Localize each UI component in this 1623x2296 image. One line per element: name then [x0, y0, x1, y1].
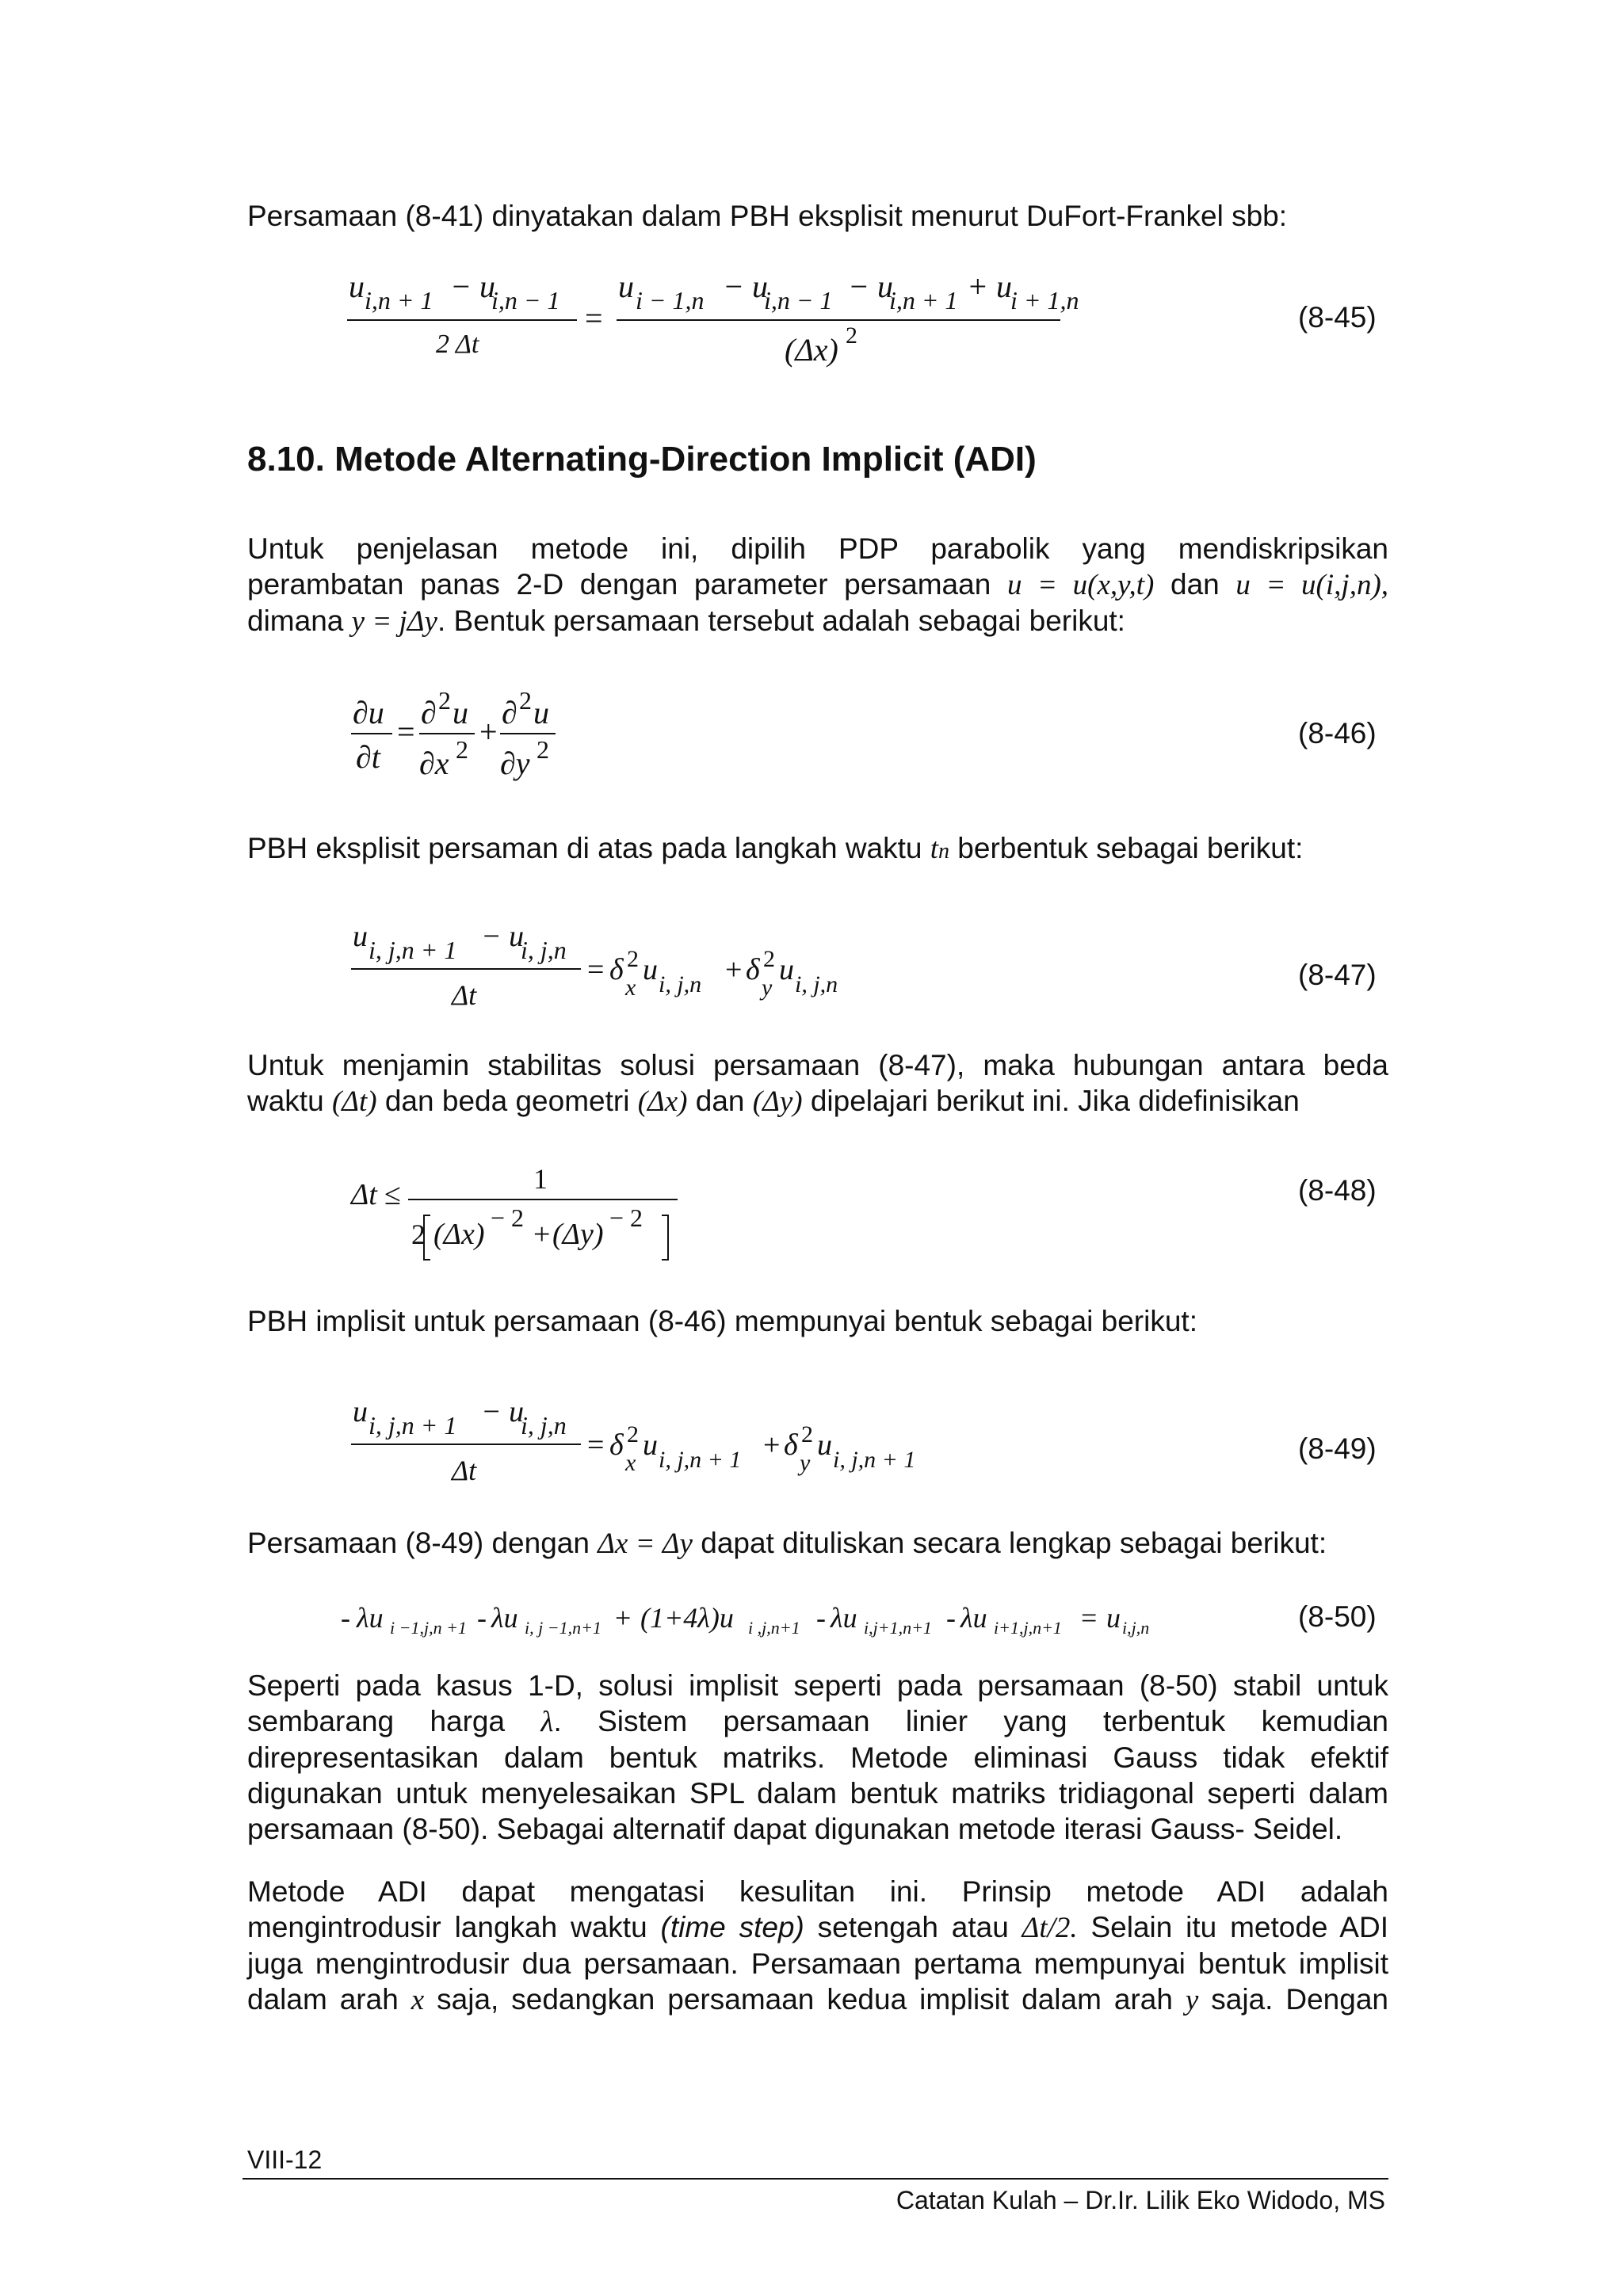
equation-8-48: [345, 1157, 709, 1268]
paragraph-complete-form: [247, 1525, 1388, 1562]
paragraph-line: [247, 603, 1388, 639]
svg-text:i+1,j,n+1: i+1,j,n+1: [994, 1618, 1062, 1638]
text-run: saja. Dengan: [1198, 1983, 1388, 2016]
svg-text:=: =: [587, 953, 605, 986]
svg-text:Δt: Δt: [452, 1455, 477, 1486]
svg-text:+: +: [763, 1428, 781, 1462]
intro-text: Persamaan (8-41) dinyatakan dalam PBH eksplisit menurut DuFort-Frankel sbb:: [247, 200, 1288, 232]
svg-text:i, j,n + 1: i, j,n + 1: [369, 936, 457, 964]
svg-text:i,n − 1: i,n − 1: [764, 286, 833, 315]
svg-text:+: +: [725, 953, 743, 986]
footer-divider: [242, 2178, 1388, 2180]
svg-text:− u: − u: [481, 920, 525, 953]
svg-text:1: 1: [533, 1163, 548, 1195]
svg-text:∂u: ∂u: [353, 695, 384, 730]
svg-text:i,n + 1: i,n + 1: [365, 286, 433, 315]
svg-text:u: u: [643, 1428, 658, 1462]
paragraph-line: Metode ADI dapat mengatasi kesulitan ini. Prinsip metode ADI adalah: [247, 1875, 1388, 1908]
math-inline: u = u(i,j,n),: [1235, 569, 1389, 601]
text-run: . Sistem persamaan linier yang terbentuk kemudian: [553, 1705, 1388, 1737]
paragraph-intro-adi: [247, 531, 1388, 639]
text-run: berbentuk sebagai berikut:: [949, 832, 1304, 864]
svg-text:λu: λu: [357, 1602, 384, 1634]
svg-text:2 Δt: 2 Δt: [436, 330, 479, 359]
svg-text:=: =: [587, 1428, 605, 1462]
svg-text:i, j,n: i, j,n: [659, 971, 702, 997]
math-inline: Δt/2.: [1022, 1912, 1078, 1944]
svg-text:− u: − u: [450, 269, 495, 304]
paragraph-adi-principle: [247, 1874, 1388, 2018]
svg-text:u: u: [353, 920, 368, 953]
svg-text:− u: − u: [481, 1395, 525, 1428]
svg-text:≤: ≤: [384, 1178, 401, 1211]
text-run: setengah atau: [804, 1911, 1022, 1943]
equation-number-8-45: (8-45): [1298, 301, 1377, 334]
svg-text:λu: λu: [831, 1602, 857, 1634]
math-inline: λ: [540, 1706, 554, 1738]
text-run: saja, sedangkan persamaan kedua implisit dalam arah: [424, 1983, 1186, 2016]
text-run: dan: [1154, 568, 1236, 601]
equation-number-8-46: (8-46): [1298, 717, 1377, 749]
text-run: dan beda geometri: [376, 1085, 638, 1117]
svg-text:u: u: [1106, 1602, 1121, 1634]
paragraph-line: persamaan (8-50). Sebagai alternatif dapat digunakan metode iterasi Gauss- Seidel.: [247, 1813, 1343, 1845]
text-run: waktu: [247, 1085, 332, 1117]
svg-text:x: x: [625, 1450, 636, 1476]
paragraph-line: Untuk menjamin stabilitas solusi persamaan (8-47), maka hubungan antara beda: [247, 1049, 1388, 1081]
svg-text:+: +: [533, 1218, 551, 1251]
paragraph-line: digunakan untuk menyelesaikan SPL dalam bentuk matriks tridiagonal seperti dalam: [247, 1777, 1388, 1810]
svg-text:δ: δ: [784, 1428, 798, 1462]
svg-text:u: u: [533, 695, 549, 730]
svg-text:u: u: [349, 269, 365, 304]
equation-8-47: [345, 919, 899, 1022]
text-run: dapat dituliskan secara lengkap sebagai berikut:: [692, 1527, 1327, 1559]
text-run: dimana: [247, 605, 352, 637]
equation-8-45: [341, 265, 1079, 376]
svg-text:2: 2: [801, 1421, 813, 1447]
svg-text:i, j −1,n+1: i, j −1,n+1: [525, 1618, 601, 1638]
svg-text:∂x: ∂x: [419, 746, 449, 781]
paragraph-line: [247, 1083, 1388, 1119]
paragraph-stability: [247, 1047, 1388, 1119]
svg-text:2: 2: [627, 946, 639, 972]
svg-text:∂y: ∂y: [500, 746, 530, 781]
text-run: perambatan panas 2-D dengan parameter persamaan: [247, 568, 1007, 601]
svg-text:− u: − u: [723, 269, 768, 304]
svg-text:2: 2: [627, 1421, 639, 1447]
svg-text:i ,j,n+1: i ,j,n+1: [748, 1618, 800, 1638]
math-inline: Δx = Δy: [598, 1527, 693, 1560]
svg-text:i,j+1,n+1: i,j+1,n+1: [864, 1618, 932, 1638]
equation-number-8-50: (8-50): [1298, 1600, 1377, 1633]
math-subscript: n: [938, 839, 950, 864]
svg-text:+ u: + u: [967, 269, 1012, 304]
svg-text:i,n − 1: i,n − 1: [491, 286, 560, 315]
paragraph-line: juga mengintrodusir dua persamaan. Persamaan pertama mempunyai bentuk implisit: [247, 1947, 1388, 1980]
math-inline: (Δx): [637, 1085, 688, 1118]
svg-text:u: u: [817, 1428, 832, 1462]
math-inline: (Δt): [331, 1085, 377, 1118]
svg-text:-: -: [477, 1602, 487, 1634]
svg-text:∂t: ∂t: [356, 739, 380, 775]
svg-text:-: -: [816, 1602, 826, 1634]
math-inline: y: [1185, 1984, 1199, 2016]
text-run: mengintrodusir langkah waktu: [247, 1911, 661, 1943]
svg-text:i,n + 1: i,n + 1: [889, 286, 958, 315]
svg-text:x: x: [625, 974, 636, 1001]
svg-text:(Δx): (Δx): [785, 332, 838, 368]
svg-text:-: -: [946, 1602, 956, 1634]
page-number: VIII-12: [247, 2145, 323, 2174]
equation-number-8-48: (8-48): [1298, 1174, 1377, 1207]
svg-text:y: y: [800, 1450, 811, 1476]
svg-text:2: 2: [846, 322, 857, 349]
footer-credit: Catatan Kulah – Dr.Ir. Lilik Eko Widodo, MS: [896, 2186, 1385, 2214]
svg-text:i, j,n + 1: i, j,n + 1: [659, 1447, 742, 1473]
svg-text:δ: δ: [609, 1428, 624, 1462]
svg-text:∂: ∂: [502, 695, 517, 730]
svg-text:u: u: [618, 269, 634, 304]
paragraph-line: Seperti pada kasus 1-D, solusi implisit seperti pada persamaan (8-50) stabil untuk: [247, 1669, 1388, 1702]
equation-number-8-49: (8-49): [1298, 1432, 1377, 1465]
svg-text:=: =: [1081, 1602, 1098, 1634]
text-run: Selain itu metode ADI: [1077, 1911, 1388, 1943]
svg-text:2: 2: [519, 686, 532, 715]
svg-text:i, j,n: i, j,n: [521, 1411, 567, 1440]
svg-text:u: u: [353, 1395, 368, 1428]
svg-text:− 2: − 2: [609, 1203, 643, 1232]
svg-text:− 2: − 2: [491, 1203, 525, 1232]
svg-text:i, j,n: i, j,n: [521, 936, 567, 964]
math-inline: u = u(x,y,t): [1006, 569, 1155, 601]
svg-text:2: 2: [411, 1219, 426, 1250]
svg-text:i − 1,n: i − 1,n: [636, 286, 705, 315]
svg-text:(1+4λ)u: (1+4λ)u: [640, 1602, 734, 1634]
math-inline: y = jΔy: [351, 605, 437, 638]
svg-text:δ: δ: [609, 953, 624, 986]
paragraph-explicit: [247, 830, 1388, 869]
svg-text:+: +: [615, 1602, 632, 1634]
paragraph-line: [247, 566, 1388, 603]
svg-text:(Δx): (Δx): [433, 1218, 485, 1251]
svg-text:2: 2: [763, 946, 775, 972]
svg-text:Δt: Δt: [351, 1178, 377, 1211]
svg-text:y: y: [762, 974, 773, 1001]
svg-text:(Δy): (Δy): [552, 1218, 604, 1251]
text-run: dalam arah: [247, 1983, 411, 2016]
svg-text:u: u: [779, 953, 794, 986]
svg-text:2: 2: [438, 686, 451, 715]
equation-8-49: [345, 1394, 947, 1497]
text-run: dan: [687, 1085, 753, 1117]
math-inline: t: [930, 833, 939, 865]
svg-text:− u: − u: [848, 269, 893, 304]
svg-text:Δt: Δt: [452, 979, 477, 1011]
svg-text:i + 1,n: i + 1,n: [1010, 286, 1079, 315]
text-run: . Bentuk persamaan tersebut adalah sebagai berikut:: [437, 605, 1125, 637]
svg-text:i −1,j,n +1: i −1,j,n +1: [390, 1618, 467, 1638]
svg-text:2: 2: [537, 735, 549, 764]
svg-text:δ: δ: [746, 953, 760, 986]
svg-text:u: u: [643, 953, 658, 986]
svg-text:i, j,n + 1: i, j,n + 1: [369, 1411, 457, 1440]
text-run: sembarang harga: [247, 1705, 541, 1737]
svg-text:u: u: [453, 695, 468, 730]
section-heading: 8.10. Metode Alternating-Direction Implicit (ADI): [247, 440, 1037, 479]
svg-text:+: +: [479, 714, 498, 749]
svg-text:2: 2: [456, 735, 468, 764]
equation-8-46: [345, 685, 582, 796]
paragraph-line: [247, 1981, 1388, 2018]
svg-text:=: =: [585, 300, 603, 336]
svg-text:i, j,n: i, j,n: [795, 971, 838, 997]
svg-text:i, j,n + 1: i, j,n + 1: [833, 1447, 916, 1473]
svg-text:=: =: [397, 714, 415, 749]
text-run: dipelajari berikut ini. Jika didefinisikan: [802, 1085, 1300, 1117]
paragraph-implicit-solution: [247, 1668, 1388, 1847]
paragraph-line: Untuk penjelasan metode ini, dipilih PDP parabolik yang mendiskripsikan: [247, 532, 1388, 565]
svg-text:i,j,n: i,j,n: [1122, 1618, 1150, 1638]
svg-text:λu: λu: [491, 1602, 518, 1634]
svg-text:λu: λu: [960, 1602, 987, 1634]
svg-text:-: -: [341, 1602, 350, 1634]
math-inline: x: [411, 1984, 425, 2016]
equation-8-50: [341, 1592, 1181, 1648]
paragraph-line: [247, 1909, 1388, 1946]
math-inline: (Δy): [752, 1085, 803, 1118]
paragraph-line: direpresentasikan dalam bentuk matriks. Metode eliminasi Gauss tidak efektif: [247, 1741, 1388, 1774]
paragraph-implicit: PBH implisit untuk persamaan (8-46) mempunyai bentuk sebagai berikut:: [247, 1305, 1197, 1337]
equation-number-8-47: (8-47): [1298, 959, 1377, 991]
text-run: PBH eksplisit persaman di atas pada langkah waktu: [247, 832, 930, 864]
paragraph-line: [247, 1703, 1388, 1740]
svg-text:∂: ∂: [421, 695, 437, 730]
text-run: Persamaan (8-49) dengan: [247, 1527, 598, 1559]
italic-term: (time step): [660, 1911, 804, 1943]
